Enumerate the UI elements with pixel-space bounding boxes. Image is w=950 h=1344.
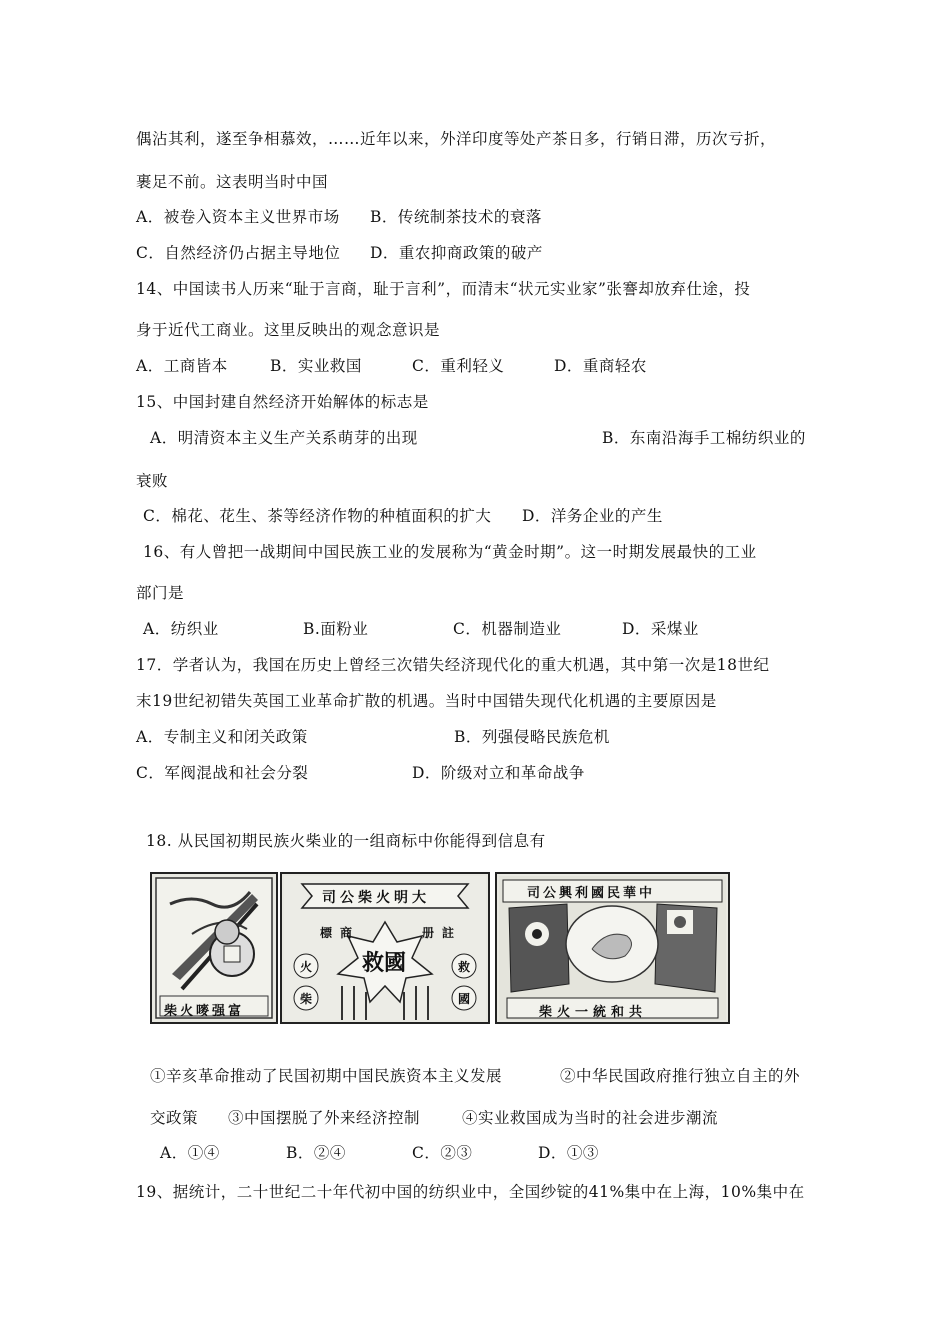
q18-option-b: B．②④: [286, 1144, 346, 1162]
matchbox-label-fuqiang: [150, 872, 278, 1024]
q16-option-b: B.面粉业: [303, 620, 369, 638]
q16-option-a: A．纺织业: [143, 620, 219, 638]
q14-stem-line2: 身于近代工商业。这里反映出的观念意识是: [136, 321, 441, 339]
label2-reg-1: 册: [422, 926, 435, 940]
label2-side-r1: 救: [458, 960, 471, 974]
q18-option-a: A．①④: [160, 1144, 220, 1162]
q14-option-d: D．重商轻农: [554, 357, 647, 375]
q16-option-d: D．采煤业: [622, 620, 699, 638]
q17-option-b: B．列强侵略民族危机: [454, 728, 610, 746]
q13-option-a: A．被卷入资本主义世界市场: [136, 208, 340, 226]
q17-option-a: A．专制主义和闭关政策: [136, 728, 308, 746]
q18-statement-3: ③中国摆脱了外来经济控制: [228, 1109, 421, 1127]
q15-option-b-continued: 衰败: [136, 472, 169, 490]
q18-statement-1: ①辛亥革命推动了民国初期中国民族资本主义发展: [150, 1067, 503, 1085]
q16-option-c: C．机器制造业: [453, 620, 562, 638]
label2-side-r2: 國: [458, 992, 471, 1006]
q15-option-b: B．东南沿海手工棉纺织业的: [602, 429, 806, 447]
label2-mark-2: 商: [340, 926, 353, 940]
q13-stem-line1: 偶沾其利，遂至争相慕效，……近年以来，外洋印度等处产茶日多，行销日滞，历次亏折，: [136, 130, 777, 148]
q18-statement-4: ④实业救国成为当时的社会进步潮流: [462, 1109, 719, 1127]
label3-title: 司公興利國民華中: [527, 886, 656, 901]
q14-option-c: C．重利轻义: [412, 357, 505, 375]
q15-option-c: C．棉花、花生、茶等经济作物的种植面积的扩大: [143, 507, 492, 525]
label2-side-l2: 柴: [300, 992, 313, 1006]
q15-option-a: A．明清资本主义生产关系萌芽的出现: [150, 429, 418, 447]
q15-stem: 15、中国封建自然经济开始解体的标志是: [136, 393, 429, 411]
q14-stem-line1: 14、中国读书人历来“耻于言商，耻于言利”，而清末“状元实业家”张謇却放弃仕途，投: [136, 280, 751, 298]
q17-stem-line2: 末19世纪初错失英国工业革命扩散的机遇。当时中国错失现代化机遇的主要原因是: [136, 692, 717, 710]
q18-stem: 18. 从民国初期民族火柴业的一组商标中你能得到信息有: [146, 832, 546, 850]
q13-option-c: C．自然经济仍占据主导地位: [136, 244, 341, 262]
label3-bottom: 柴火一統和共: [539, 1005, 648, 1020]
q14-option-a: A．工商皆本: [136, 357, 228, 375]
q18-statement-2-continued: 交政策: [150, 1109, 199, 1127]
matchbox-labels: [150, 872, 730, 1024]
label2-mark-1: 標: [320, 926, 333, 940]
label1-text: 柴火嘜强富: [164, 1004, 245, 1019]
q13-option-d: D．重农抑商政策的破产: [370, 244, 543, 262]
q15-option-d: D．洋务企业的产生: [522, 507, 663, 525]
label2-side-l1: 火: [300, 960, 313, 974]
q19-stem-line1: 19、据统计，二十世纪二十年代初中国的纺织业中，全国纱锭的41%集中在上海，10%集中在: [136, 1183, 805, 1201]
q13-option-b: B．传统制茶技术的衰落: [370, 208, 542, 226]
q18-option-c: C．②③: [412, 1144, 473, 1162]
q14-option-b: B．实业救国: [270, 357, 362, 375]
q16-stem-line1: 16、有人曾把一战期间中国民族工业的发展称为“黄金时期”。这一时期发展最快的工业: [143, 543, 757, 561]
q18-statement-2: ②中华民国政府推行独立自主的外: [560, 1067, 801, 1085]
label2-center: 救國: [362, 951, 407, 976]
label2-title: 司公柴火明大: [322, 890, 430, 906]
label2-reg-2: 註: [442, 926, 455, 940]
matchbox-label-jiuguo: [280, 872, 490, 1024]
q13-stem-line2: 裹足不前。这表明当时中国: [136, 173, 329, 191]
q17-option-d: D．阶级对立和革命战争: [412, 764, 585, 782]
q18-option-d: D．①③: [538, 1144, 599, 1162]
q17-option-c: C．军阀混战和社会分裂: [136, 764, 309, 782]
q16-stem-line2: 部门是: [136, 584, 185, 602]
matchbox-label-gonghe: [495, 872, 730, 1024]
q17-stem-line1: 17．学者认为，我国在历史上曾经三次错失经济现代化的重大机遇，其中第一次是18世纪: [136, 656, 770, 674]
